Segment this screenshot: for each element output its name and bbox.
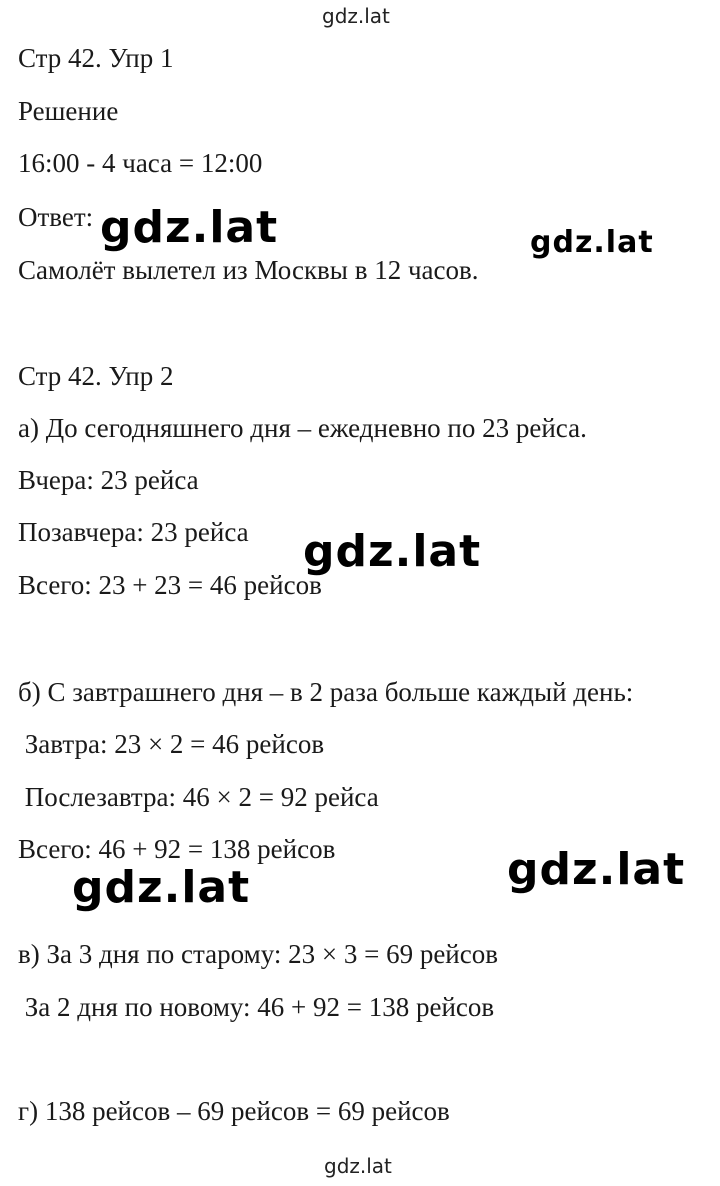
watermark-overlay-5: gdz.lat bbox=[72, 862, 251, 913]
part-a-day-before: Позавчера: 23 рейса bbox=[18, 517, 249, 547]
part-b-tomorrow: Завтра: 23 × 2 = 46 рейсов bbox=[18, 729, 325, 759]
answer-text: Самолёт вылетел из Москвы в 12 часов. bbox=[18, 255, 479, 285]
part-a-total: Всего: 23 + 23 = 46 рейсов bbox=[18, 570, 322, 600]
exercise-1-heading: Стр 42. Упр 1 bbox=[18, 43, 174, 73]
part-b-total: Всего: 46 + 92 = 138 рейсов bbox=[18, 834, 336, 864]
watermark-overlay-2: gdz.lat bbox=[530, 225, 654, 260]
part-b-intro: б) С завтрашнего дня – в 2 раза больше каждый день: bbox=[18, 677, 634, 707]
answer-label: Ответ: bbox=[18, 202, 94, 232]
part-a-intro: а) До сегодняшнего дня – ежедневно по 23 рейса. bbox=[18, 413, 587, 443]
solution-label: Решение bbox=[18, 96, 119, 126]
footer-watermark: gdz.lat bbox=[324, 1154, 392, 1178]
watermark-overlay-3: gdz.lat bbox=[303, 526, 482, 577]
watermark-overlay-1: gdz.lat bbox=[100, 202, 279, 253]
part-c-new-way: За 2 дня по новому: 46 + 92 = 138 рейсов bbox=[18, 992, 495, 1022]
watermark-overlay-4: gdz.lat bbox=[507, 844, 686, 895]
part-c-old-way: в) За 3 дня по старому: 23 × 3 = 69 рейсов bbox=[18, 939, 498, 969]
header-watermark: gdz.lat bbox=[322, 4, 390, 28]
exercise-1-calculation: 16:00 - 4 часа = 12:00 bbox=[18, 148, 263, 178]
part-d-difference: г) 138 рейсов – 69 рейсов = 69 рейсов bbox=[18, 1096, 450, 1126]
exercise-2-heading: Стр 42. Упр 2 bbox=[18, 361, 174, 391]
part-a-yesterday: Вчера: 23 рейса bbox=[18, 465, 199, 495]
part-b-day-after: Послезавтра: 46 × 2 = 92 рейса bbox=[18, 782, 379, 812]
